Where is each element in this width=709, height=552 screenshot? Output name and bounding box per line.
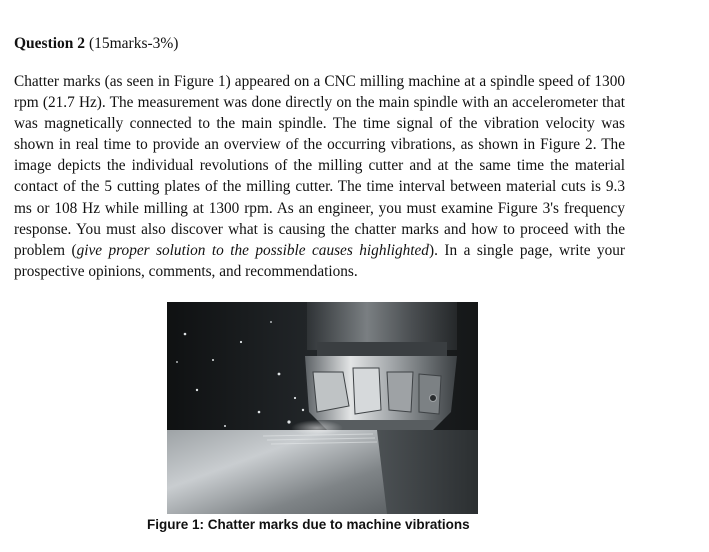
paragraph-line: contact of the 5 cutting plates of the milling cutter. The time interval between material cuts is 9.3 — [14, 178, 625, 196]
paragraph-line: was magnetically connected to the main spindle. The time signal of the vibration velocity was — [14, 115, 625, 133]
paragraph-line: image depicts the individual revolutions of the milling cutter and at the same time the material — [14, 157, 625, 175]
question-marks: (15marks-3%) — [88, 35, 179, 52]
paragraph-line: prospective opinions, comments, and recommendations. — [14, 262, 358, 280]
paragraph-line: ms or 108 Hz while milling at 1300 rpm. As an engineer, you must examine Figure 3's frequency — [14, 199, 625, 217]
milling-cutter-illustration — [167, 302, 478, 514]
paragraph-line — [14, 240, 625, 261]
highlighted-instruction: give proper solution to the possible causes highlighted — [76, 241, 429, 259]
figure-1-milling-photo — [167, 302, 478, 514]
paragraph-text: problem ( — [14, 241, 77, 259]
paragraph-text: ). In a single page, write your — [428, 241, 626, 259]
paragraph-line: rpm (21.7 Hz). The measurement was done directly on the main spindle with an accelerometer that — [14, 94, 625, 112]
paragraph-line: shown in real time to provide an overview of the occurring vibrations, as shown in Figure 2. The — [14, 136, 625, 154]
paragraph-line: Chatter marks (as seen in Figure 1) appeared on a CNC milling machine at a spindle speed of 1300 — [14, 73, 625, 90]
paragraph-line: response. You must also discover what is causing the chatter marks and how to proceed with the — [14, 220, 625, 238]
question-number: Question 2 — [14, 35, 86, 52]
figure-1-caption: Figure 1: Chatter marks due to machine vibrations — [147, 517, 470, 532]
question-heading — [14, 34, 178, 54]
question-body-paragraph — [14, 71, 625, 282]
